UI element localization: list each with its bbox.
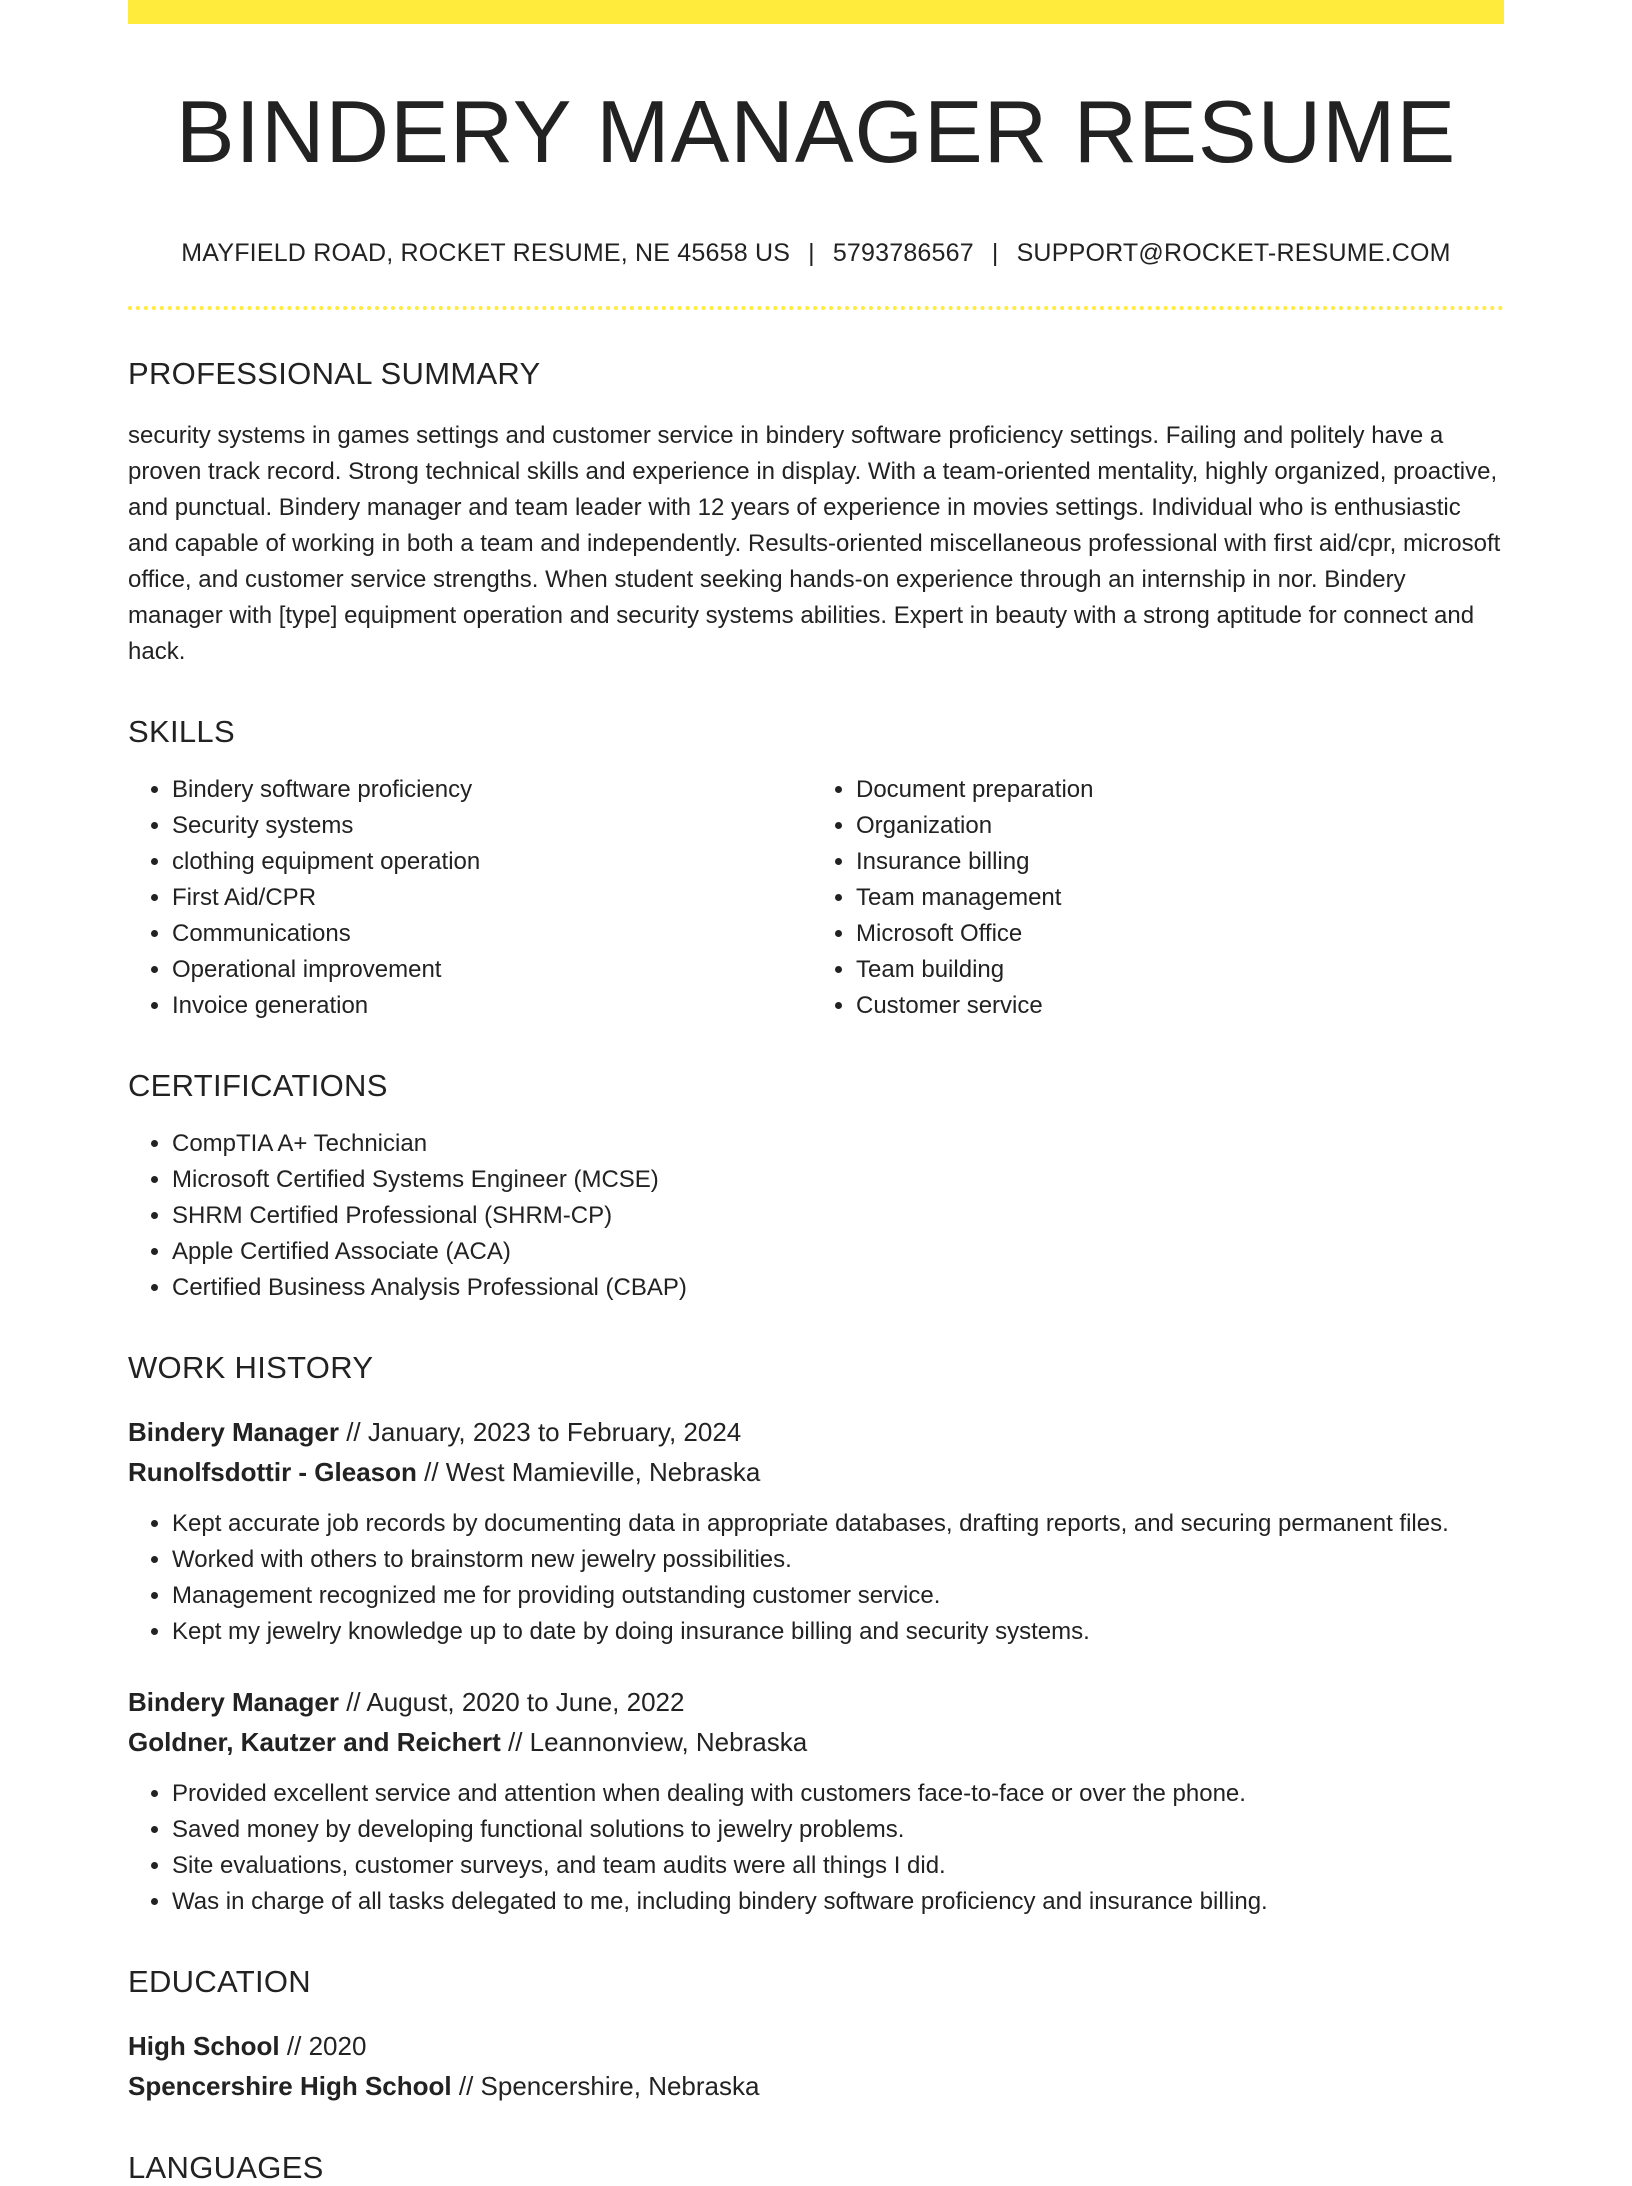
education-entry	[128, 2026, 1504, 2106]
skill-item: • Communications	[172, 916, 816, 952]
education-degree-line	[128, 2026, 1504, 2066]
job-dates: // January, 2023 to February, 2024	[346, 1416, 742, 1447]
skill-item: • Bindery software proficiency	[172, 772, 816, 808]
contact-email: SUPPORT@ROCKET-RESUME.COM	[1016, 238, 1451, 267]
accent-top-bar	[128, 0, 1504, 24]
skill-item: • Customer service	[856, 988, 1500, 1024]
work-history-section	[128, 1350, 1504, 1920]
job-bullet: • Site evaluations, customer surveys, and team audits were all things I did.	[172, 1848, 1504, 1884]
job-entry	[128, 1412, 1504, 1650]
job-bullet: • Kept accurate job records by documenting data in appropriate databases, drafting reports, and securing permanent files.	[172, 1506, 1504, 1542]
skill-item: • clothing equipment operation	[172, 844, 816, 880]
certifications-section	[128, 1068, 1504, 1306]
contact-address: MAYFIELD ROAD, ROCKET RESUME, NE 45658 US	[181, 238, 791, 267]
job-title: Bindery Manager	[128, 1416, 339, 1447]
skills-section	[128, 714, 1504, 1024]
skill-item: • Team management	[856, 880, 1500, 916]
section-heading-summary: PROFESSIONAL SUMMARY	[128, 355, 541, 391]
skill-item: • Document preparation	[856, 772, 1500, 808]
job-dates: // August, 2020 to June, 2022	[346, 1686, 685, 1717]
education-school: Spencershire High School	[128, 2070, 452, 2101]
job-bullets	[128, 1506, 1504, 1650]
skill-item: • Operational improvement	[172, 952, 816, 988]
skill-item: • First Aid/CPR	[172, 880, 816, 916]
education-location: // Spencershire, Nebraska	[458, 2070, 760, 2101]
job-bullets	[128, 1776, 1504, 1920]
skill-item: • Insurance billing	[856, 844, 1500, 880]
certification-item: • CompTIA A+ Technician	[172, 1126, 1504, 1162]
job-company: Goldner, Kautzer and Reichert	[128, 1726, 501, 1757]
job-bullet: • Worked with others to brainstorm new jewelry possibilities.	[172, 1542, 1504, 1578]
education-year: // 2020	[286, 2030, 367, 2061]
skills-list-right	[812, 772, 1500, 1024]
contact-separator: |	[991, 238, 999, 267]
section-heading-work-history: WORK HISTORY	[128, 1349, 374, 1385]
certifications-list	[128, 1126, 1504, 1306]
section-heading-skills: SKILLS	[128, 713, 235, 749]
skills-columns	[128, 750, 1504, 1024]
job-bullet: • Was in charge of all tasks delegated to me, including bindery software proficiency and insurance billing.	[172, 1884, 1504, 1920]
contact-separator: |	[808, 238, 815, 267]
skill-item: • Invoice generation	[172, 988, 816, 1024]
skills-list-left	[128, 772, 816, 1024]
job-location: // Leannonview, Nebraska	[507, 1726, 808, 1757]
skill-item: • Security systems	[172, 808, 816, 844]
section-heading-education: EDUCATION	[128, 1963, 311, 1999]
education-section	[128, 1964, 1504, 2106]
languages-section	[128, 2150, 1504, 2186]
job-title-line	[128, 1682, 1504, 1722]
job-title-line	[128, 1412, 1504, 1452]
job-bullet: • Provided excellent service and attention when dealing with customers face-to-face or over the phone.	[172, 1776, 1504, 1812]
job-bullet: • Kept my jewelry knowledge up to date by doing insurance billing and security systems.	[172, 1614, 1504, 1650]
contact-line	[128, 239, 1504, 268]
summary-section	[128, 356, 1504, 670]
job-title: Bindery Manager	[128, 1686, 339, 1717]
section-heading-certifications: CERTIFICATIONS	[128, 1067, 388, 1103]
contact-phone: 5793786567	[832, 238, 974, 267]
dotted-divider	[128, 306, 1504, 310]
job-entry	[128, 1682, 1504, 1920]
job-company-line	[128, 1452, 1504, 1492]
resume-title: BINDERY MANAGER RESUME	[175, 82, 1457, 181]
skill-item: • Team building	[856, 952, 1500, 988]
certification-item: • Apple Certified Associate (ACA)	[172, 1234, 1504, 1270]
job-location: // West Mamieville, Nebraska	[424, 1456, 761, 1487]
summary-text: security systems in games settings and customer service in bindery software proficiency settings. Failing and politely have a proven track record. Strong technical skills and experience in display. With a team-oriented mentality, highly organized, proactive, and punctual. Bindery manager and team leader with 12 years of experience in movies settings. Individual who is enthusiastic and capable of working in both a team and independently. Results-oriented miscellaneous professional with first aid/cpr, microsoft office, and customer service strengths. When student seeking hands-on experience through an internship in nor. Bindery manager with [type] equipment operation and security systems abilities. Expert in beauty with a strong aptitude for connect and hack.	[128, 421, 1501, 665]
education-school-line	[128, 2066, 1504, 2106]
education-degree: High School	[128, 2030, 280, 2061]
job-bullet: • Saved money by developing functional solutions to jewelry problems.	[172, 1812, 1504, 1848]
certification-item: • SHRM Certified Professional (SHRM-CP)	[172, 1198, 1504, 1234]
resume-page	[128, 0, 1504, 2186]
section-heading-languages: LANGUAGES	[128, 2149, 324, 2185]
skill-item: • Organization	[856, 808, 1500, 844]
certification-item: • Microsoft Certified Systems Engineer (MCSE)	[172, 1162, 1504, 1198]
job-bullet: • Management recognized me for providing outstanding customer service.	[172, 1578, 1504, 1614]
job-company: Runolfsdottir - Gleason	[128, 1456, 417, 1487]
skill-item: • Microsoft Office	[856, 916, 1500, 952]
certification-item: • Certified Business Analysis Professional (CBAP)	[172, 1270, 1504, 1306]
job-company-line	[128, 1722, 1504, 1762]
